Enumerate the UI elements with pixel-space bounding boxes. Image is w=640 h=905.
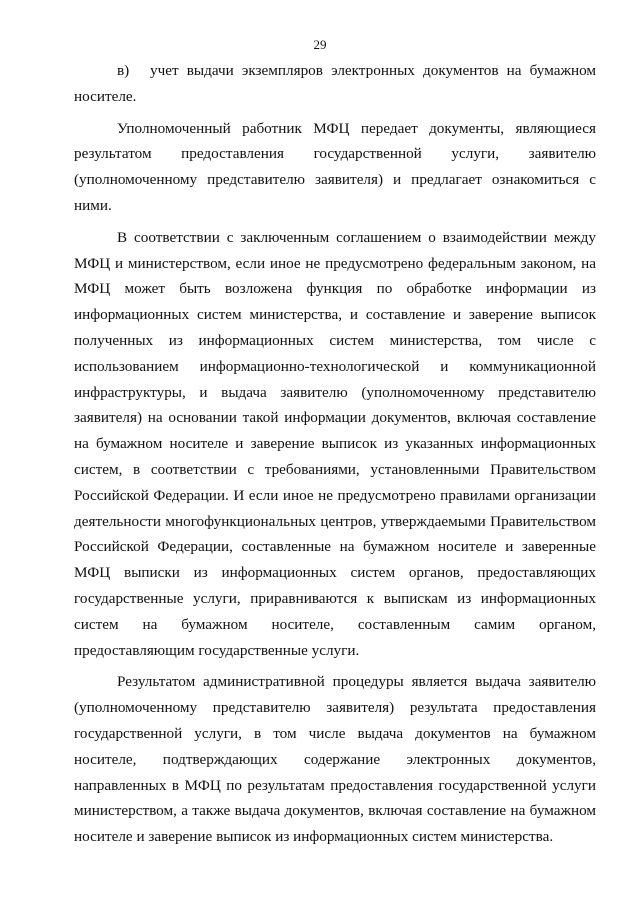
- list-item-marker: в): [117, 62, 130, 79]
- document-body: [74, 58, 596, 850]
- page-number: 29: [313, 37, 327, 52]
- paragraph-transfer-documents: Уполномоченный работник МФЦ передает документы, являющиеся результатом предоставления государственной услуги, заявителю (уполномоченному представителю заявителя) и предлагает ознакомиться с ними.: [74, 119, 596, 214]
- paragraph-procedure-result: Результатом административной процедуры является выдача заявителю (уполномоченному представителю заявителя) результата предоставления государственной услуги, в том числе выдача документов на бумажном носителе, подтверждающих содержание электронных документов, направленных в МФЦ по результатам предоставления государственной услуги министерством, а также выдача документов, включая составление на бумажном носителе и заверение выписок из информационных систем министерства.: [74, 673, 596, 846]
- paragraph-agreement-mfc: В соответствии с заключенным соглашением о взаимодействии между МФЦ и министерством, если иное не предусмотрено федеральным законом, на МФЦ может быть возложена функция по обработке информации из информационных систем министерства, и составление и заверение выписок полученных из информационных систем министерства, том числе с использованием информационно-технологической и коммуникационной инфраструктуры, и выдача заявителю (уполномоченному представителю заявителя) на основании такой информации документов, включая составление на бумажном носителе и заверение выписок из указанных информационных систем, в соответствии с требованиями, установленными Правительством Российской Федерации. И если иное не предусмотрено правилами организации деятельности многофункциональных центров, утверждаемыми Правительством Российской Федерации, составленные на бумажном носителе и заверенные МФЦ выписки из информационных систем органов, предоставляющих государственные услуги, приравниваются к выпискам из информационных систем на бумажном носителе, составленным самим органом, предоставляющим государственные услуги.: [74, 228, 596, 659]
- paragraph-item-v: [74, 58, 596, 110]
- paragraph-text: учет выдачи экземпляров электронных документов на бумажном носителе.: [74, 62, 596, 105]
